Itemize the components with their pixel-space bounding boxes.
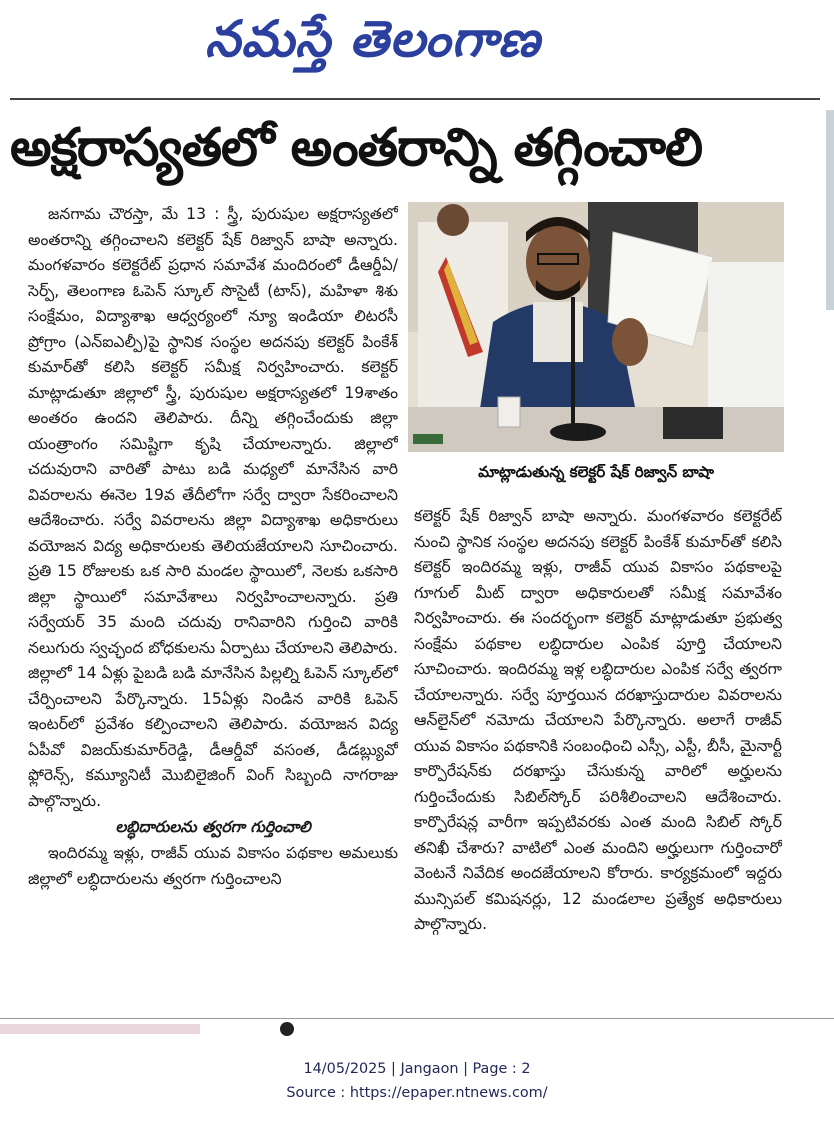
top-divider (10, 98, 820, 100)
left-continuation: ఇందిరమ్మ ఇళ్లు, రాజీవ్ యువ వికాసం పథకాల అమలుకు జిల్లాలో లబ్ధిదారులను త్వరగా గుర్తించాలని (28, 844, 398, 888)
footer-date-line: 14/05/2025 | Jangaon | Page : 2 (303, 1061, 531, 1077)
masthead (0, 0, 834, 90)
left-column (28, 202, 398, 982)
photo-collector-press-meet-icon (408, 202, 784, 452)
newspaper-logo: నమస్తే తెలంగాణ (205, 10, 541, 68)
right-paragraph: కలెక్టర్ షేక్ రిజ్వాన్ బాషా అన్నారు. మంగళవారం కలెక్టరేట్ నుంచి స్థానిక సంస్థల అదనపు కలెక్టర్ పింకేశ్ కుమార్‌తో కలిసి కలెక్టర్ ఇందిరమ్మ ఇళ్లు, రాజీవ్ యువ వికాసం పథకాలపై గూగుల్ మీట్ ద్వారా అధికారులతో సమీక్ష సమావేశం నిర్వహించారు. ఈ సందర్భంగా కలెక్టర్ మాట్లాడుతూ ప్రభుత్వ సంక్షేమ పథకాల లబ్ధిదారుల ఎంపిక పూర్తి చేయాలని సూచించారు. ఇందిరమ్మ ఇళ్ల లబ్ధిదారుల ఎంపిక సర్వే త్వరగా చేయాలన్నారు. సర్వే పూర్తయిన దరఖాస్తుదారుల వివరాలను ఆన్‌లైన్‌లో నమోదు చేయాలని పేర్కొన్నారు. అలాగే రాజీవ్ యువ వికాసం పథకానికి సంబంధించి ఎస్సీ, ఎస్టీ, బీసీ, మైనార్టీ కార్పొరేషన్‌కు దరఖాస్తు చేసుకున్న వారిలో అర్హులను గుర్తించేందుకు సిబిల్‌స్కోర్ పరిశీలించాలని ఆదేశించారు. కార్పొరేషన్ల వారీగా ఇప్పటివరకు ఎంత మంది సిబిల్ స్కోర్ తనిఖీ చేశారు? వాటిలో ఎంత మందిని అర్హులుగా గుర్తించారో వెంటనే నివేదిక అందజేయాలని కోరారు. కార్యక్రమంలో ఇద్దరు మున్సిపల్ కమిషనర్లు, 12 మండలాల ప్రత్యేక అధికారులు పాల్గొన్నారు. (414, 507, 782, 933)
bottom-band (0, 1020, 834, 1040)
left-paragraph: జనగామ చౌరస్తా, మే 13 : స్త్రీ, పురుషుల అక్షరాస్యతలో అంతరాన్ని తగ్గించాలని కలెక్టర్ షేక్ రిజ్వాన్ బాషా అన్నారు. మంగళవారం కలెక్టరేట్ ప్రధాన సమావేశ మందిరంలో డీఆర్డీఏ/సెర్ప్, తెలంగాణ ఓపెన్ స్కూల్ సొసైటీ (టాస్), మహిళా శిశు సంక్షేమం, విద్యాశాఖ ఆధ్వర్యంలో న్యూ ఇండియా లిటరసీ ప్రోగ్రాం (ఎన్ఐఎల్పీ)పై స్థానిక సంస్థల అదనపు కలెక్టర్ పింకేశ్ కుమార్‌తో కలిసి కలెక్టర్ సమీక్ష నిర్వహించారు. కలెక్టర్ మాట్లాడుతూ జిల్లాలో స్త్రీ, పురుషుల అక్షరాస్యతలో 19శాతం అంతరం ఉందని తెలిపారు. దీన్ని తగ్గించేందుకు జిల్లా యంత్రాంగం సమిష్టిగా కృషి చేయాలన్నారు. జిల్లాలో చదువురాని వారితో పాటు బడి మధ్యలో మానేసిన వారి వివరాలను ఈనెల 19వ తేదీలోగా సర్వే ద్వారా సేకరించాలని ఆదేశించారు. సర్వే వివరాలను జిల్లా విద్యాశాఖ అధికారులు వయోజన విద్య అధికారులకు తెలియజేయాలని సూచించారు. ప్రతి 15 రోజులకు ఒక సారి మండల స్థాయిలో, నెలకు ఒకసారి జిల్లా స్థాయిలో సమావేశాలు నిర్వహించాలన్నారు. ప్రతి సర్వేయర్ 35 మంది చదువు రానివారిని గుర్తించి వారికి నలుగురు స్వచ్ఛంద బోధకులను ఏర్పాటు చేయాలని తెలిపారు. జిల్లాలో 14 ఏళ్లు పైబడి బడి మానేసిన పిల్లల్ని ఓపెన్ స్కూల్‌లో చేర్పించాలని పేర్కొన్నారు. 15ఏళ్లు నిండిన వారికి ఓపెన్ ఇంటర్‌లో ప్రవేశం కల్పించాలని తెలిపారు. వయోజన విద్య ఏపీవో విజయ్‌కుమార్‌రెడ్డి, డీఆర్డీవో వసంత, డీడబ్ల్యువో ఫ్లోరెన్స్, కమ్యూనిటీ మొబిలైజింగ్ వింగ్ సిబ్బంది నాగరాజు పాల్గొన్నారు. (28, 205, 398, 810)
article-headline: అక్షరాస్యతలో అంతరాన్ని తగ్గించాలి (10, 118, 703, 178)
article-photo (408, 202, 784, 452)
right-column (414, 504, 782, 1004)
adjacent-article-strip (822, 110, 834, 1030)
footer-source-line: Source : https://epaper.ntnews.com/ (286, 1085, 548, 1101)
photo-caption: మాట్లాడుతున్న కలెక్టర్ షేక్ రిజ్వాన్ బాషా (478, 463, 714, 481)
subheading: లబ్ధిదారులను త్వరగా గుర్తించాలి (115, 818, 311, 836)
bottom-divider (0, 1018, 834, 1019)
